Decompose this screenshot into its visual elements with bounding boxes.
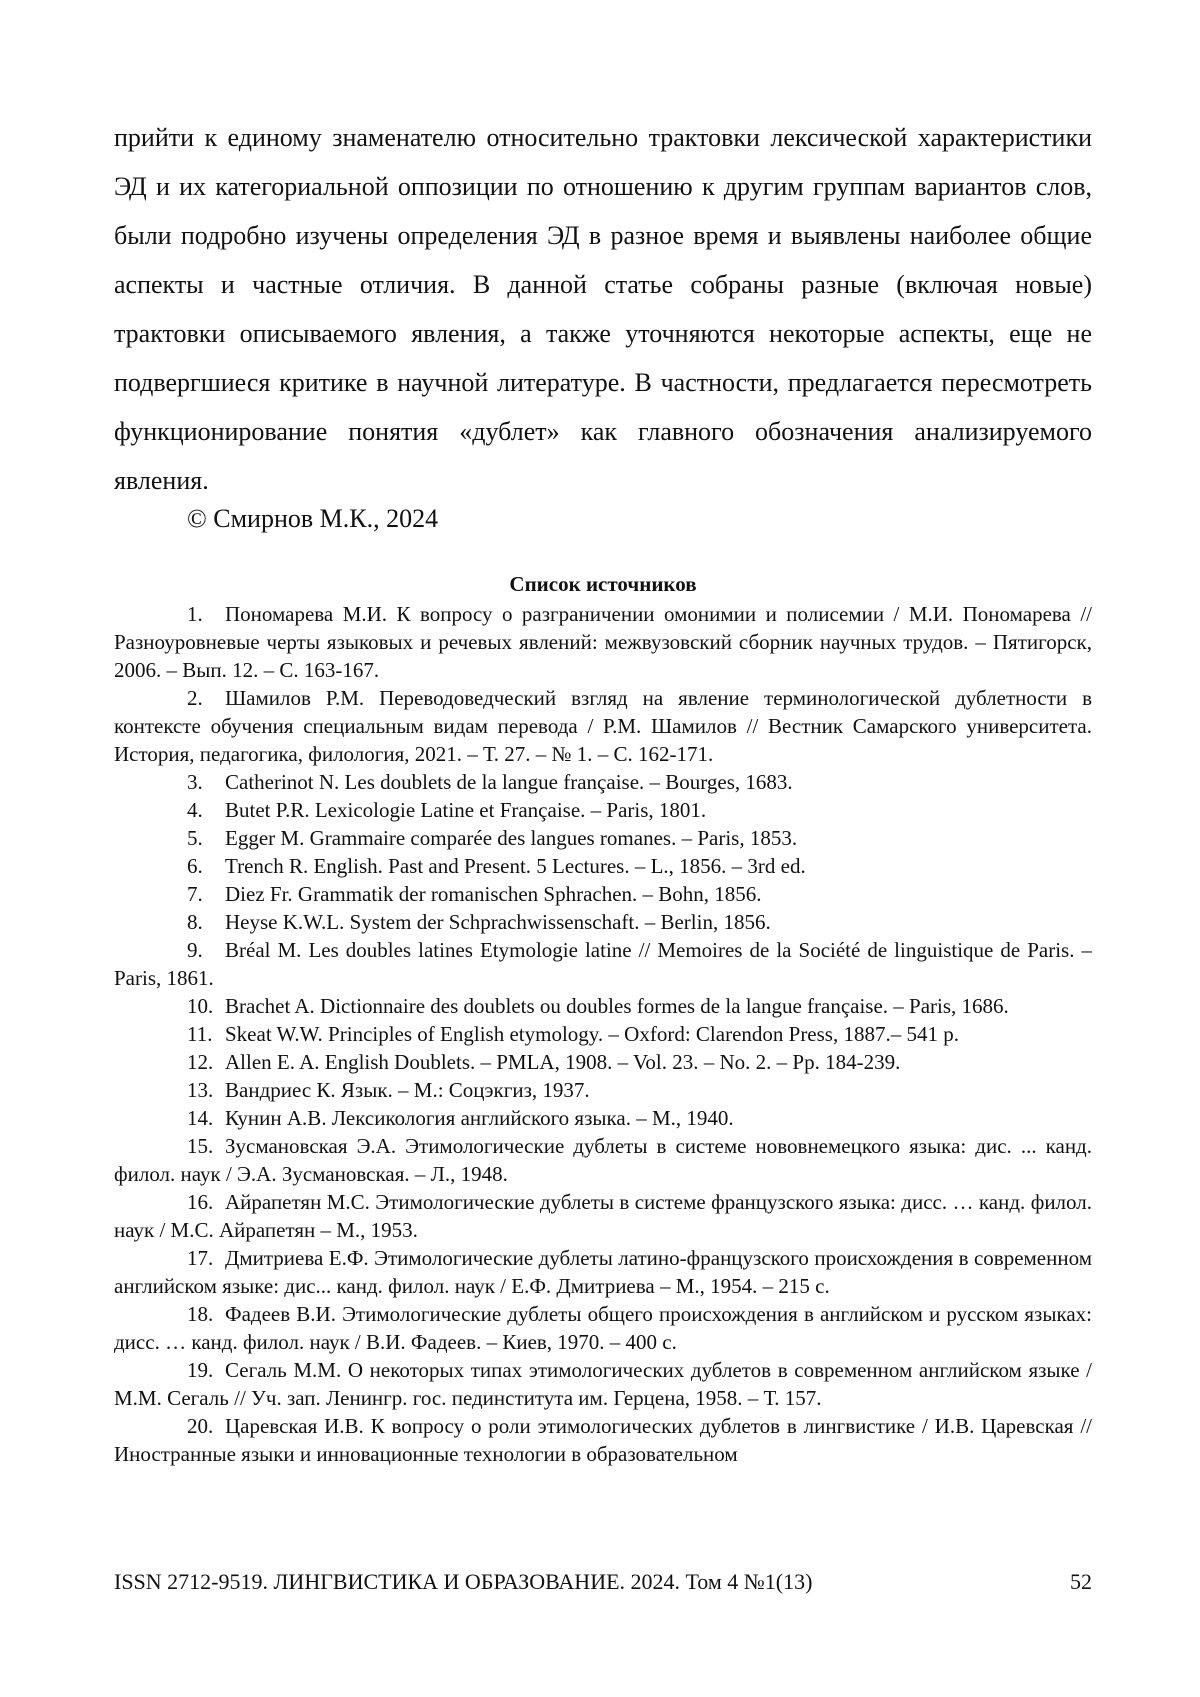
reference-text: Шамилов Р.М. Переводоведческий взгляд на явление терминологической дублетности в контексте обучения специальным видам перевода / Р.М. Шамилов // Вестник Самарского университета. История, педагогика, филология, 2021. – Т. 27. – № 1. – С. 162-171. xyxy=(114,686,1092,766)
reference-item xyxy=(114,768,1092,796)
reference-item xyxy=(114,1188,1092,1244)
reference-text: Айрапетян М.С. Этимологические дублеты в системе французского языка: дисс. … канд. филол. наук / М.С. Айрапетян – М., 1953. xyxy=(114,1190,1092,1242)
reference-item xyxy=(114,1244,1092,1300)
reference-text: Heyse K.W.L. System der Schprachwissenschaft. – Berlin, 1856. xyxy=(225,910,771,934)
reference-item xyxy=(114,936,1092,992)
reference-number: 4. xyxy=(187,798,203,822)
reference-text: Сегаль М.М. О некоторых типах этимологических дублетов в современном английском языке / М.М. Сегаль // Уч. зап. Ленингр. гос. пединститута им. Герцена, 1958. – Т. 157. xyxy=(114,1358,1092,1410)
reference-number: 12. xyxy=(187,1050,214,1074)
reference-item xyxy=(114,796,1092,824)
reference-text: Bréal M. Les doubles latines Etymologie latine // Memoires de la Société de linguistique de Paris. – Paris, 1861. xyxy=(114,938,1092,990)
reference-number: 8. xyxy=(187,910,203,934)
article-body xyxy=(114,113,1092,505)
reference-number: 13. xyxy=(187,1078,214,1102)
reference-item xyxy=(114,1048,1092,1076)
reference-item xyxy=(114,1132,1092,1188)
reference-item xyxy=(114,1356,1092,1412)
reference-item xyxy=(114,600,1092,684)
reference-number: 14. xyxy=(187,1106,214,1130)
reference-item xyxy=(114,1412,1092,1468)
reference-number: 6. xyxy=(187,854,203,878)
references-list xyxy=(114,600,1092,1468)
reference-text: Trench R. English. Past and Present. 5 Lectures. – L., 1856. – 3rd ed. xyxy=(225,854,806,878)
reference-item xyxy=(114,1020,1092,1048)
reference-number: 17. xyxy=(187,1246,214,1270)
reference-text: Зусмановская Э.А. Этимологические дублеты в системе нововнемецкого языка: дис. ... канд. филол. наук / Э.А. Зусмановская. – Л., 1948. xyxy=(114,1134,1092,1186)
reference-item xyxy=(114,852,1092,880)
reference-number: 11. xyxy=(187,1022,213,1046)
reference-text: Egger M. Grammaire comparée des langues romanes. – Paris, 1853. xyxy=(225,826,798,850)
journal-citation: ISSN 2712-9519. ЛИНГВИСТИКА И ОБРАЗОВАНИЕ. 2024. Том 4 №1(13) xyxy=(114,1569,813,1594)
reference-text: Brachet A. Dictionnaire des doublets ou doubles formes de la langue française. – Paris, 1686. xyxy=(225,994,1009,1018)
reference-item xyxy=(114,880,1092,908)
reference-text: Вандриес К. Язык. – М.: Соцэкгиз, 1937. xyxy=(225,1078,590,1102)
reference-text: Diez Fr. Grammatik der romanischen Sphrachen. – Bohn, 1856. xyxy=(225,882,762,906)
reference-number: 20. xyxy=(187,1414,214,1438)
copyright-notice: © Смирнов М.К., 2024 xyxy=(187,504,439,533)
reference-text: Allen E. A. English Doublets. – PMLA, 1908. – Vol. 23. – No. 2. – Pp. 184-239. xyxy=(225,1050,901,1074)
reference-item xyxy=(114,908,1092,936)
reference-number: 15. xyxy=(187,1134,214,1158)
reference-number: 16. xyxy=(187,1190,214,1214)
references-heading: Список источников xyxy=(509,572,697,596)
reference-item xyxy=(114,824,1092,852)
reference-item xyxy=(114,992,1092,1020)
reference-number: 1. xyxy=(187,602,203,626)
references-section xyxy=(114,570,1092,1468)
reference-text: Царевская И.В. К вопросу о роли этимологических дублетов в лингвистике / И.В. Царевская // Иностранные языки и инновационные технологии в образовательном xyxy=(114,1414,1092,1466)
reference-number: 19. xyxy=(187,1358,214,1382)
reference-text: Фадеев В.И. Этимологические дублеты общего происхождения в английском и русском языках: дисс. … канд. филол. наук / В.И. Фадеев. – Киев, 1970. – 400 с. xyxy=(114,1302,1092,1354)
reference-number: 5. xyxy=(187,826,203,850)
reference-number: 3. xyxy=(187,770,203,794)
reference-item xyxy=(114,1076,1092,1104)
reference-text: Catherinot N. Les doublets de la langue française. – Bourges, 1683. xyxy=(225,770,793,794)
body-paragraph: прийти к единому знаменателю относительно трактовки лексической характеристики ЭД и их категориальной оппозиции по отношению к другим группам вариантов слов, были подробно изучены определения ЭД в разное время и выявлены наиболее общие аспекты и частные отличия. В данной статье собраны разные (включая новые) трактовки описываемого явления, а также уточняются некоторые аспекты, еще не подвергшиеся критике в научной литературе. В частности, предлагается пересмотреть функционирование понятия «дублет» как главного обозначения анализируемого явления. xyxy=(114,123,1092,495)
reference-item xyxy=(114,684,1092,768)
reference-text: Butet P.R. Lexicologie Latine et Française. – Paris, 1801. xyxy=(225,798,707,822)
reference-number: 9. xyxy=(187,938,203,962)
reference-number: 7. xyxy=(187,882,203,906)
reference-number: 18. xyxy=(187,1302,214,1326)
reference-text: Кунин А.В. Лексикология английского языка. – М., 1940. xyxy=(225,1106,734,1130)
reference-text: Пономарева М.И. К вопросу о разграничении омонимии и полисемии / М.И. Пономарева // Разноуровневые черты языковых и речевых явлений: межвузовский сборник научных трудов. – Пятигорск, 2006. – Вып. 12. – С. 163-167. xyxy=(114,602,1092,682)
reference-item xyxy=(114,1104,1092,1132)
page-number: 52 xyxy=(1070,1569,1092,1594)
reference-text: Дмитриева Е.Ф. Этимологические дублеты латино-французского происхождения в современном английском языке: дис... канд. филол. наук / Е.Ф. Дмитриева – М., 1954. – 215 с. xyxy=(114,1246,1092,1298)
reference-text: Skeat W.W. Principles of English etymology. – Oxford: Clarendon Press, 1887.– 541 p. xyxy=(225,1022,959,1046)
reference-item xyxy=(114,1300,1092,1356)
reference-number: 10. xyxy=(187,994,214,1018)
reference-number: 2. xyxy=(187,686,203,710)
